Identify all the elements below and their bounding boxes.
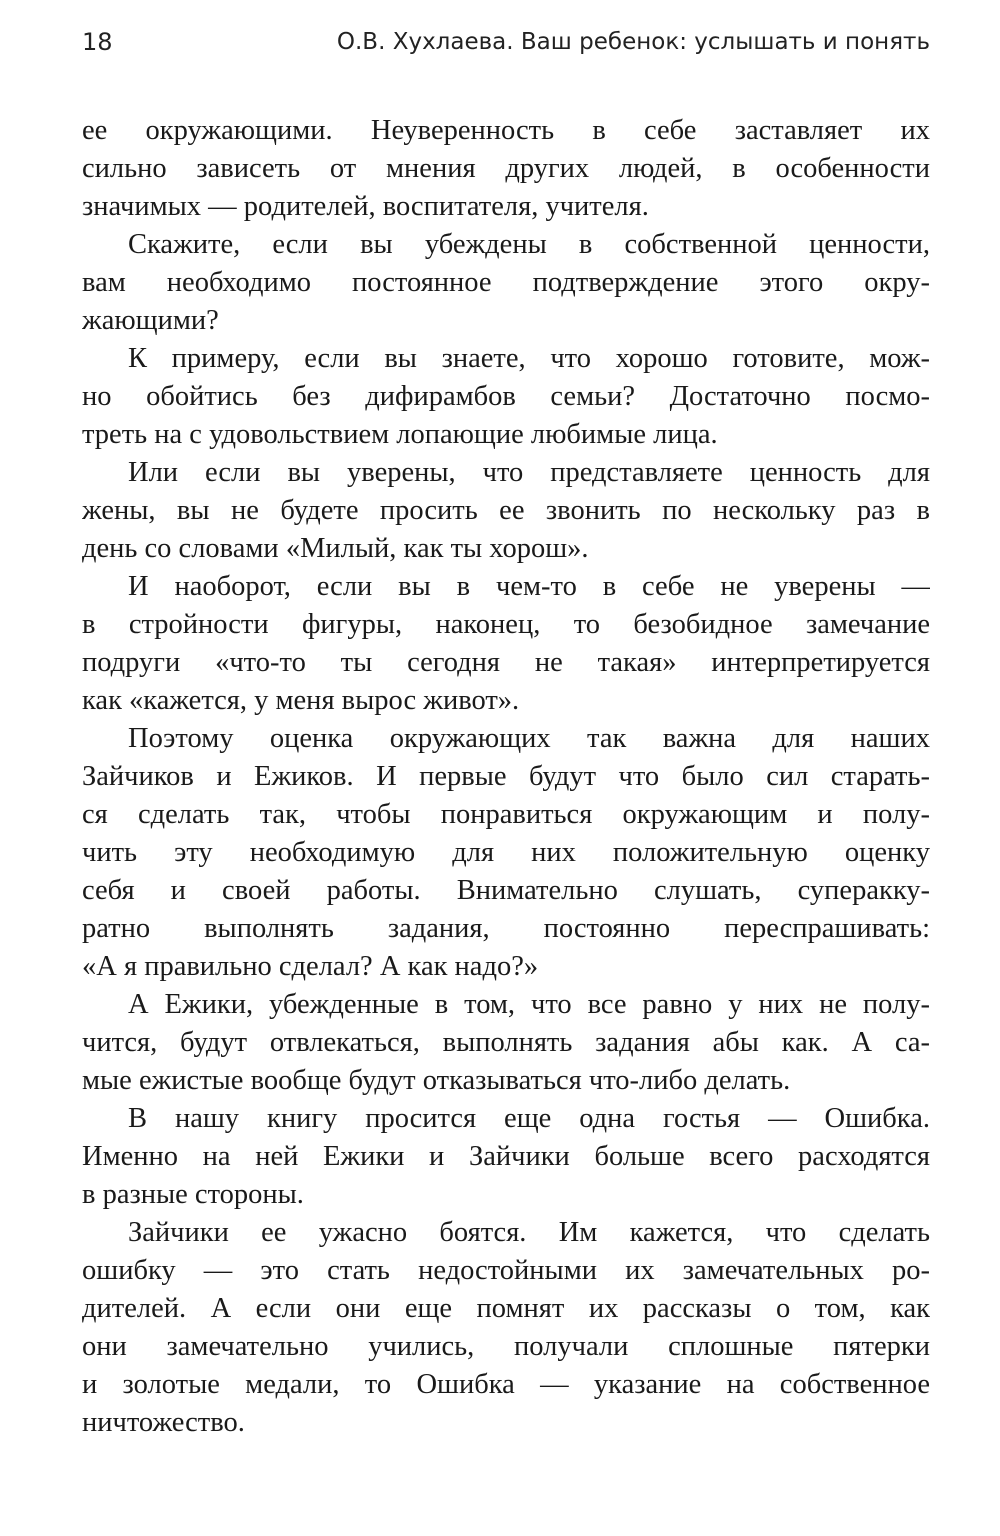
paragraph — [82, 986, 930, 1100]
text-line: И наоборот, если вы в чем-то в себе не уверены — — [128, 571, 930, 602]
running-title: О.В. Хухлаева. Ваш ребенок: услышать и понять — [336, 29, 930, 55]
text-line: вам необходимо постоянное подтверждение этого окру- — [82, 267, 930, 298]
text-line: Именно на ней Ежики и Зайчики больше всего расходятся — [82, 1141, 930, 1172]
text-line: К примеру, если вы знаете, что хорошо готовите, мож- — [128, 343, 930, 374]
text-line: Скажите, если вы убеждены в собственной ценности, — [128, 229, 930, 260]
paragraph — [82, 340, 930, 454]
text-line: чится, будут отвлекаться, выполнять задания абы как. А са- — [82, 1027, 930, 1058]
text-line: А Ежики, убежденные в том, что все равно у них не полу- — [128, 989, 930, 1020]
text-line: день со словами «Милый, как ты хорош». — [82, 533, 589, 564]
text-line: они замечательно учились, получали сплошные пятерки — [82, 1331, 930, 1362]
text-line: Зайчики ее ужасно боятся. Им кажется, что сделать — [128, 1217, 930, 1248]
paragraph — [82, 454, 930, 568]
paragraph — [82, 720, 930, 986]
text-line: в разные стороны. — [82, 1179, 304, 1210]
text-line: В нашу книгу просится еще одна гостья — Ошибка. — [128, 1103, 930, 1134]
text-line: ее окружающими. Неуверенность в себе заставляет их — [82, 115, 930, 146]
text-line: ошибку — это стать недостойными их замечательных ро- — [82, 1255, 930, 1286]
text-line: как «кажется, у меня вырос живот». — [82, 685, 520, 716]
text-line: «А я правильно сделал? А как надо?» — [82, 951, 539, 982]
paragraph — [82, 112, 930, 226]
text-line: Зайчиков и Ежиков. И первые будут что было сил старать- — [82, 761, 930, 792]
text-line: Или если вы уверены, что представляете ценность для — [128, 457, 930, 488]
text-line: и золотые медали, то Ошибка — указание на собственное — [82, 1369, 930, 1400]
text-line: сильно зависеть от мнения других людей, в особенности — [82, 153, 930, 184]
body-text — [82, 112, 930, 1442]
text-line: значимых — родителей, воспитателя, учителя. — [82, 191, 649, 222]
paragraph — [82, 1214, 930, 1442]
text-line: в стройности фигуры, наконец, то безобидное замечание — [82, 609, 930, 640]
text-line: но обойтись без дифирамбов семьи? Достаточно посмо- — [82, 381, 930, 412]
text-line: подруги «что-то ты сегодня не такая» интерпретируется — [82, 647, 930, 678]
paragraph — [82, 1100, 930, 1214]
text-line: треть на с удовольствием лопающие любимые лица. — [82, 419, 718, 450]
paragraph — [82, 568, 930, 720]
text-line: себя и своей работы. Внимательно слушать, суперакку- — [82, 875, 930, 906]
text-line: Поэтому оценка окружающих так важна для наших — [128, 723, 930, 754]
text-line: чить эту необходимую для них положительную оценку — [82, 837, 930, 868]
text-line: мые ежистые вообще будут отказываться что-либо делать. — [82, 1065, 791, 1096]
running-head — [82, 22, 930, 62]
text-line: жающими? — [82, 305, 219, 336]
text-line: ся сделать так, чтобы понравиться окружающим и полу- — [82, 799, 930, 830]
text-line: дителей. А если они еще помнят их рассказы о том, как — [82, 1293, 930, 1324]
page-number: 18 — [82, 28, 113, 56]
text-line: ратно выполнять задания, постоянно переспрашивать: — [82, 913, 930, 944]
paragraph — [82, 226, 930, 340]
text-line: ничтожество. — [82, 1407, 245, 1438]
text-line: жены, вы не будете просить ее звонить по нескольку раз в — [82, 495, 930, 526]
